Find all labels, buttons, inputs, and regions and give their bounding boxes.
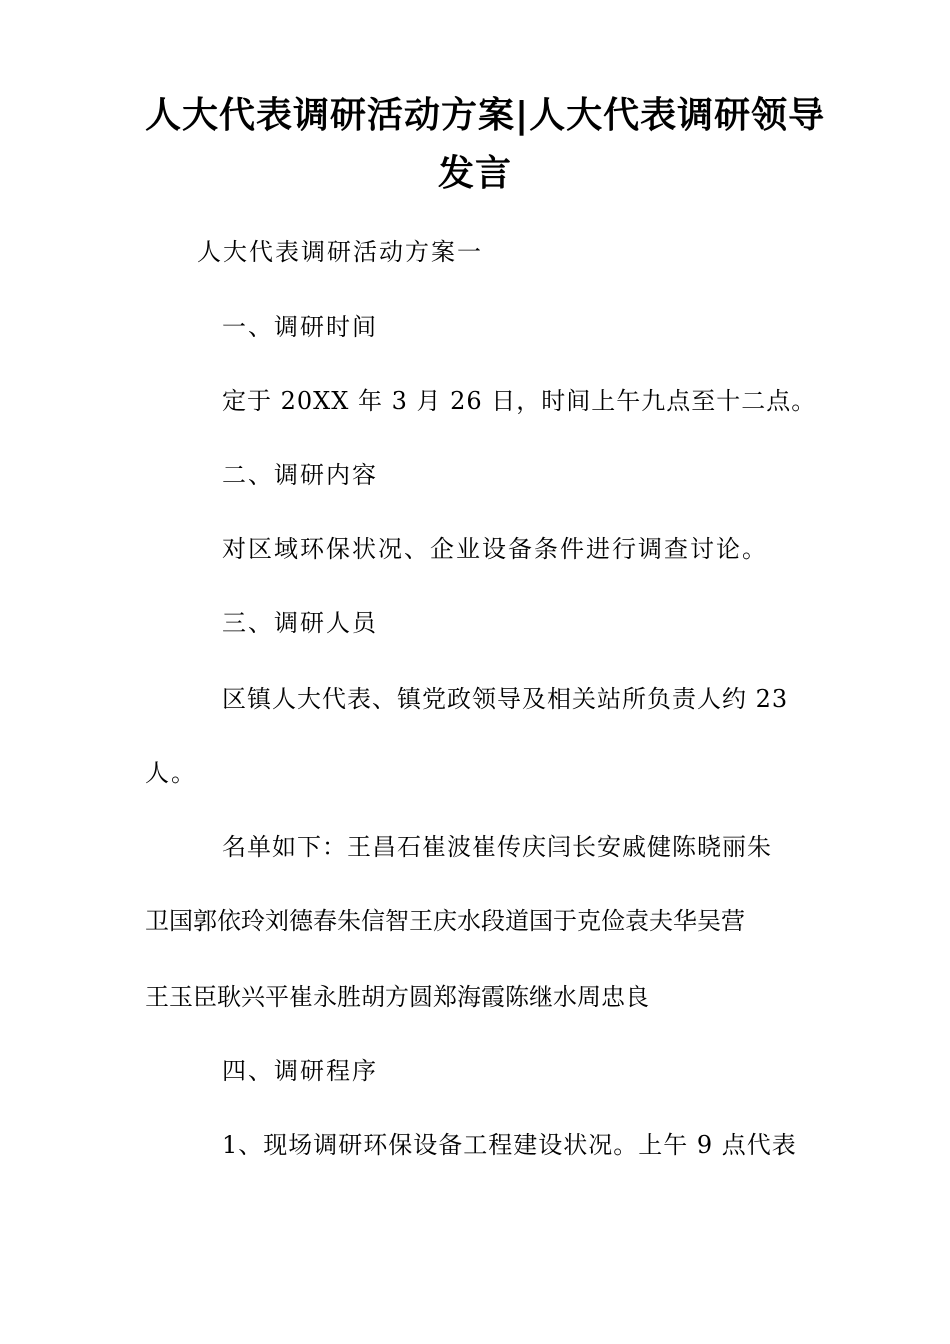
section2-text: 对区域环保状况、企业设备条件进行调查讨论。 <box>222 535 768 563</box>
section1-heading: 一、调研时间 <box>222 313 378 341</box>
section4-heading: 四、调研程序 <box>222 1057 378 1085</box>
section3-text-line1: 区镇人大代表、镇党政领导及相关站所负责人约 23 <box>222 685 789 713</box>
document-title-line2: 发言 <box>437 153 512 194</box>
names-line1: 名单如下：王昌石崔波崔传庆闫长安戚健陈晓丽朱 <box>222 833 772 861</box>
section3-heading: 三、调研人员 <box>222 609 378 637</box>
names-line2: 卫国郭依玲刘德春朱信智王庆水段道国于克俭袁夫华吴营 <box>145 907 745 935</box>
section2-heading: 二、调研内容 <box>222 461 378 489</box>
plan-heading: 人大代表调研活动方案一 <box>197 238 483 266</box>
document-title-line1: 人大代表调研活动方案|人大代表调研领导 <box>145 95 826 136</box>
section3-text-line2: 人。 <box>145 759 197 787</box>
names-line3: 王玉臣耿兴平崔永胜胡方圆郑海霞陈继水周忠良 <box>145 983 649 1011</box>
section1-text: 定于 20XX 年 3 月 26 日，时间上午九点至十二点。 <box>222 387 817 415</box>
section4-text-line1: 1、现场调研环保设备工程建设状况。上午 9 点代表 <box>222 1131 797 1159</box>
